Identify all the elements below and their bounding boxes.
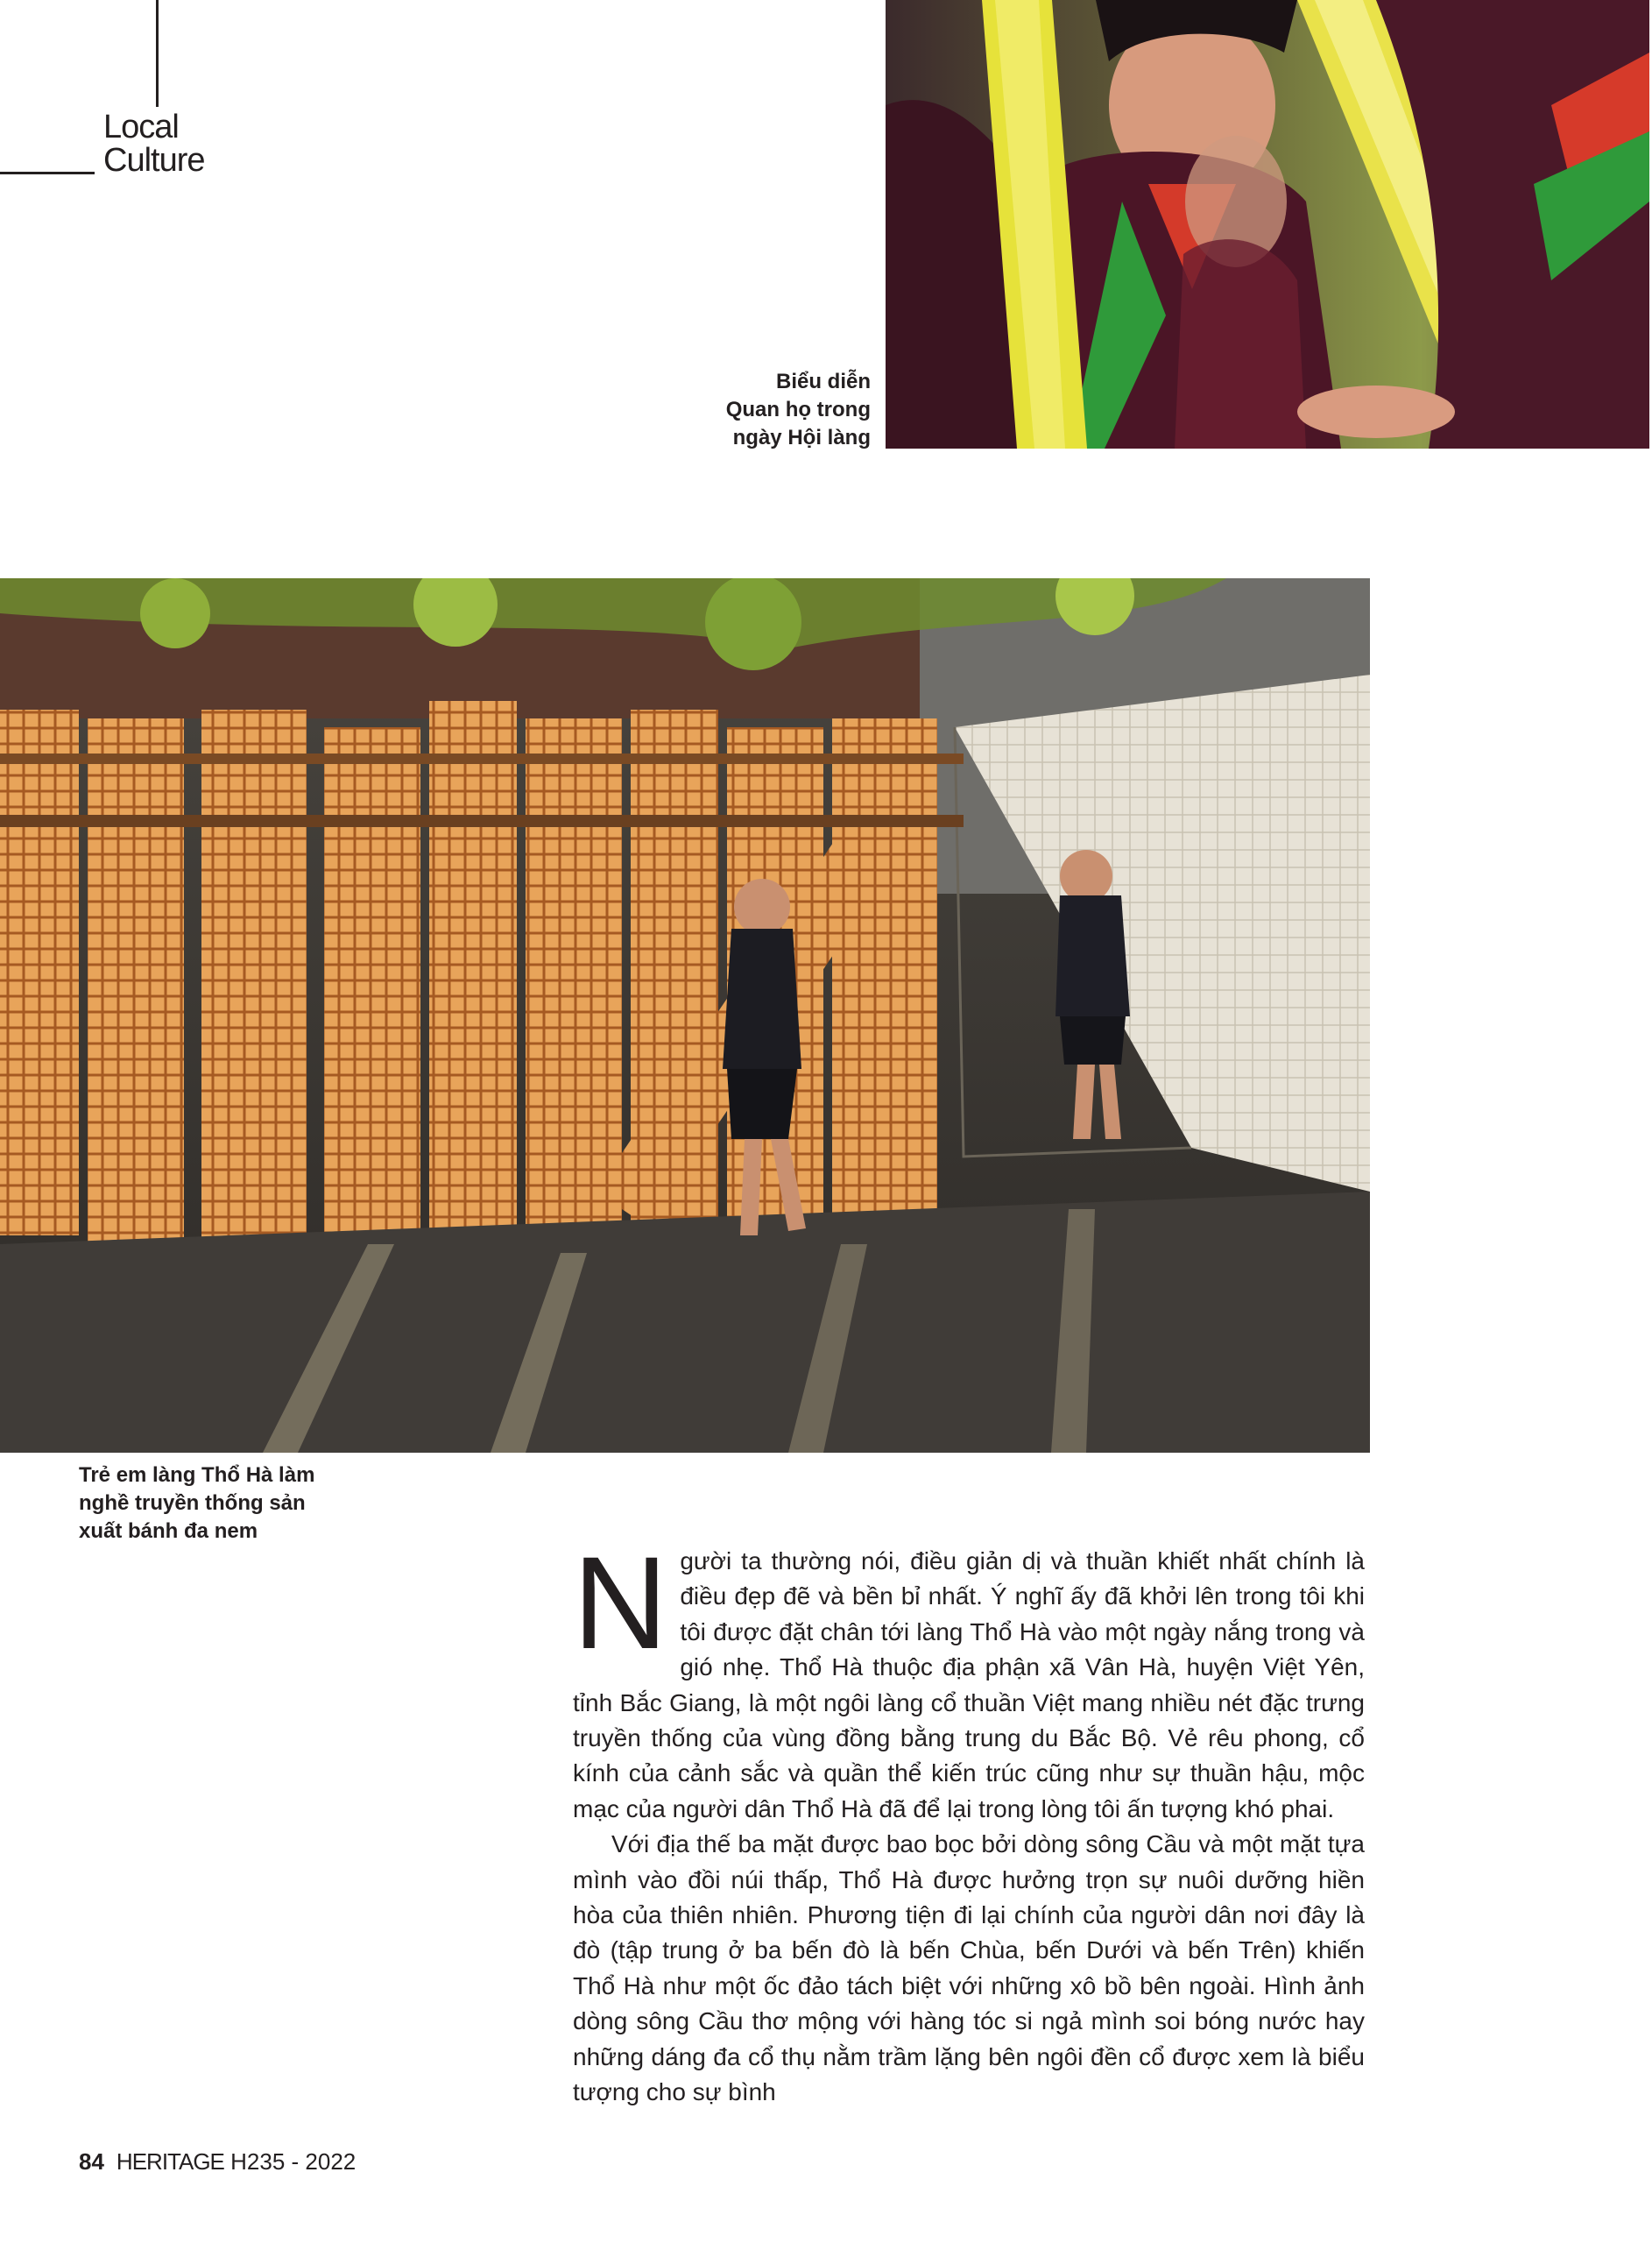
top-photo-caption (643, 368, 871, 452)
page-number: 84 (79, 2148, 104, 2175)
article-paragraph-1 (573, 1529, 1365, 1827)
article-body (573, 1529, 1365, 2111)
main-caption-line-3: xuất bánh đa nem (79, 1519, 258, 1543)
top-caption-line-2: Quan họ trong (725, 398, 871, 421)
section-divider-horizontal (0, 172, 95, 174)
top-caption-line-1: Biểu diễn (775, 370, 871, 393)
section-label-line-2: Culture (103, 142, 205, 179)
main-caption-line-2: nghề truyền thống sản (79, 1491, 306, 1515)
page-footer (79, 2148, 356, 2176)
main-caption-line-1: Trẻ em làng Thổ Hà làm (79, 1463, 315, 1487)
article-paragraph-1-text: gười ta thường nói, điều giản dị và thuần khiết nhất chính là điều đẹp đẽ và bền bỉ nhất. Ý nghĩ ấy đã khởi lên trong tôi khi tôi được đặt chân tới làng Thổ Hà vào một ngày nắng trong và gió nhẹ. Thổ Hà thuộc địa phận xã Vân Hà, huyện Việt Yên, tỉnh Bắc Giang, là một ngôi làng cổ thuần Việt mang nhiều nét đặc trưng truyền thống của vùng đồng bằng trung du Bắc Bộ. Vẻ rêu phong, cổ kính của cảnh sắc và quần thể kiến trúc cũng như sự thuần hậu, mộc mạc của người dân Thổ Hà đã để lại trong lòng tôi ấn tượng khó phai. (573, 1547, 1365, 1822)
quan-ho-performance-photo (886, 0, 1649, 449)
main-photo-caption (79, 1461, 429, 1546)
section-label (103, 110, 205, 177)
article-paragraph-2: Với địa thế ba mặt được bao bọc bởi dòng sông Cầu và một mặt tựa mình vào đồi núi thấp, Thổ Hà được hưởng trọn sự nuôi dưỡng hiền hòa của thiên nhiên. Phương tiện đi lại chính của người dân nơi đây là đò (tập trung ở ba bến đò là bến Chùa, bến Dưới và bến Trên) khiến Thổ Hà như một ốc đảo tách biệt với những xô bồ bên ngoài. Hình ảnh dòng sông Cầu thơ mộng với hàng tóc si ngả mình soi bóng nước hay những dáng đa cổ thụ nằm trầm lặng bên ngôi đền cổ được xem là biểu tượng cho sự bình (573, 1830, 1365, 2106)
section-label-line-1: Local (103, 109, 179, 145)
rice-paper-drying-photo (0, 578, 1370, 1453)
magazine-name: HERITAGE (116, 2148, 224, 2175)
magazine-issue (116, 2148, 356, 2176)
drop-cap: N (573, 1529, 668, 1676)
issue-number: H235 - 2022 (230, 2148, 357, 2175)
section-divider-vertical (156, 0, 159, 107)
top-caption-line-3: ngày Hội làng (732, 426, 871, 449)
